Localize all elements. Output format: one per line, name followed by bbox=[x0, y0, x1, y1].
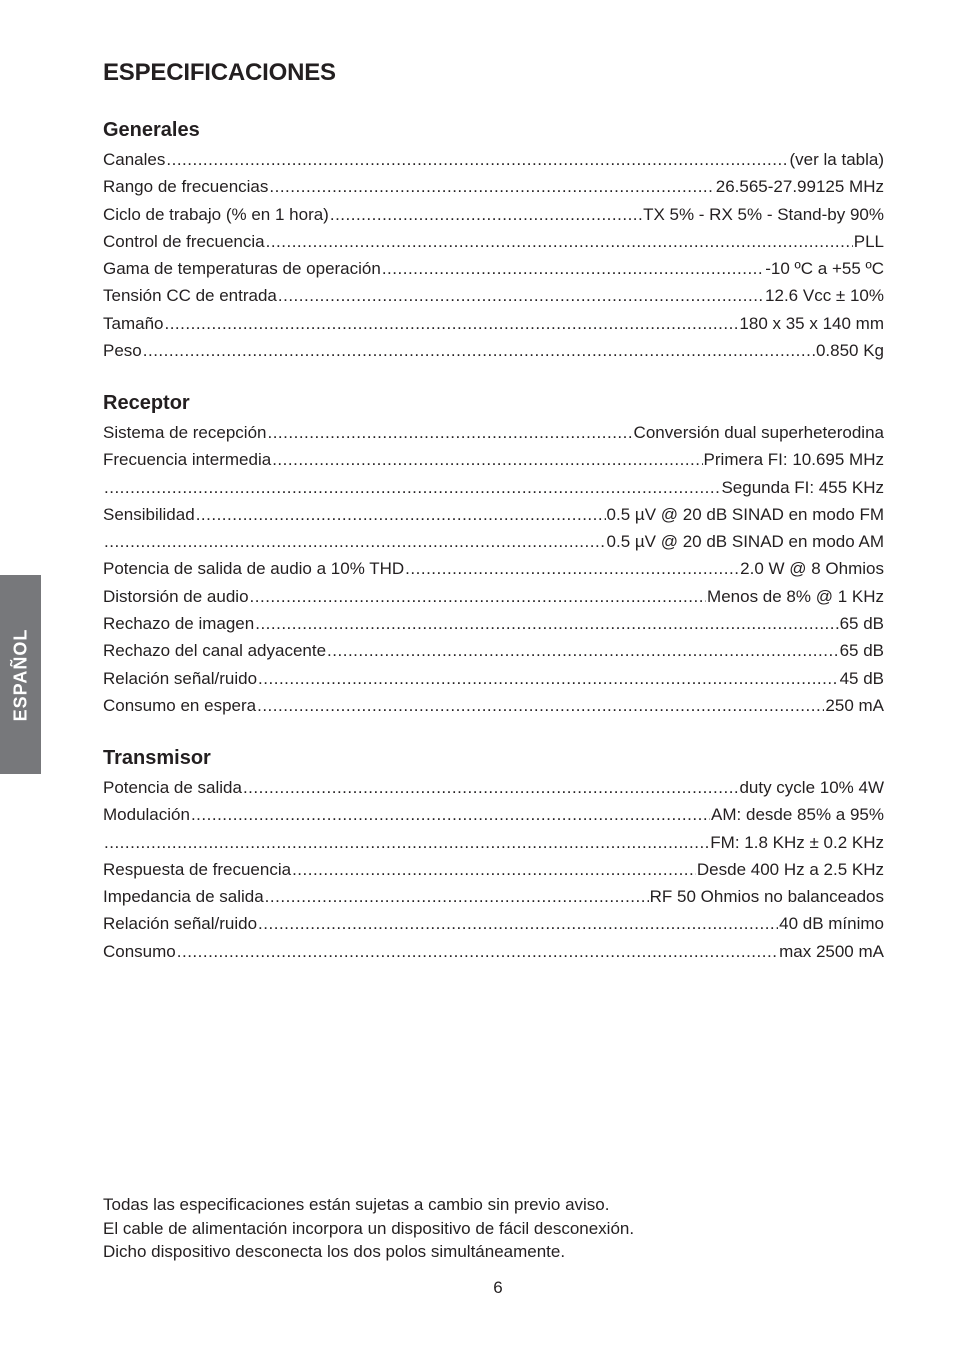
spec-row bbox=[103, 610, 884, 637]
spec-row bbox=[103, 173, 884, 200]
spec-value: 250 mA bbox=[825, 695, 884, 715]
spec-row bbox=[103, 419, 884, 446]
spec-value: Segunda FI: 455 KHz bbox=[721, 477, 884, 497]
dot-leader bbox=[164, 310, 738, 337]
dot-leader bbox=[104, 474, 720, 501]
spec-value: PLL bbox=[853, 231, 884, 251]
spec-label: Relación señal/ruido bbox=[103, 914, 258, 934]
spec-value: 0.5 µV @ 20 dB SINAD en modo AM bbox=[606, 532, 884, 552]
spec-value: Primera FI: 10.695 MHz bbox=[703, 450, 884, 470]
spec-value: -10 ºC a +55 ºC bbox=[765, 259, 884, 279]
spec-value: (ver la tabla) bbox=[789, 150, 884, 169]
spec-row bbox=[103, 474, 884, 501]
spec-row bbox=[103, 146, 884, 173]
spec-label: Canales bbox=[103, 150, 166, 169]
spec-label: Control de frecuencia bbox=[103, 231, 265, 251]
dot-leader bbox=[265, 883, 649, 910]
dot-leader bbox=[191, 801, 710, 828]
spec-value: 0.5 µV @ 20 dB SINAD en modo FM bbox=[606, 504, 884, 524]
footnote bbox=[103, 1193, 634, 1264]
section-heading: Transmisor bbox=[103, 747, 211, 769]
section-heading: Generales bbox=[103, 119, 200, 141]
page-number: 6 bbox=[493, 1278, 503, 1297]
spec-list bbox=[103, 419, 884, 719]
spec-label: Sensibilidad bbox=[103, 504, 195, 524]
spec-label: Consumo bbox=[103, 941, 176, 961]
language-tab-label: ESPAÑOL bbox=[10, 628, 30, 721]
spec-value: Conversión dual superheterodina bbox=[633, 423, 884, 442]
spec-value: max 2500 mA bbox=[779, 941, 884, 961]
spec-value: 65 dB bbox=[839, 614, 884, 634]
section-generales bbox=[103, 118, 884, 364]
spec-row bbox=[103, 829, 884, 856]
spec-row bbox=[103, 228, 884, 255]
spec-label: Consumo en espera bbox=[103, 695, 257, 715]
spec-value: RF 50 Ohmios no balanceados bbox=[649, 887, 884, 907]
dot-leader bbox=[196, 501, 606, 528]
section-receptor bbox=[103, 391, 884, 719]
spec-value: 26.565-27.99125 MHz bbox=[715, 177, 884, 197]
spec-value: 12.6 Vcc ± 10% bbox=[765, 286, 884, 306]
footnote-line: Dicho dispositivo desconecta los dos polos simultáneamente. bbox=[103, 1242, 566, 1261]
spec-row bbox=[103, 528, 884, 555]
dot-leader bbox=[104, 528, 606, 555]
spec-value: 65 dB bbox=[839, 641, 884, 661]
spec-value: Desde 400 Hz a 2.5 KHz bbox=[696, 859, 884, 879]
footnote-line: El cable de alimentación incorpora un dispositivo de fácil desconexión. bbox=[103, 1218, 635, 1238]
spec-row bbox=[103, 337, 884, 364]
spec-label: Rechazo de imagen bbox=[103, 614, 255, 634]
spec-row bbox=[103, 201, 884, 228]
dot-leader bbox=[243, 774, 739, 801]
spec-label: Tamaño bbox=[103, 313, 164, 333]
spec-label: Relación señal/ruido bbox=[103, 668, 258, 688]
spec-label: Modulación bbox=[103, 805, 190, 825]
dot-leader bbox=[278, 282, 764, 309]
spec-row bbox=[103, 282, 884, 309]
spec-label: Gama de temperaturas de operación bbox=[103, 259, 381, 279]
spec-label: Peso bbox=[103, 341, 142, 361]
spec-label: Sistema de recepción bbox=[103, 423, 267, 442]
spec-row bbox=[103, 774, 884, 801]
dot-leader bbox=[266, 228, 853, 255]
spec-label: Potencia de salida bbox=[103, 778, 242, 797]
spec-label: Rango de frecuencias bbox=[103, 177, 269, 197]
dot-leader bbox=[269, 173, 714, 200]
dot-leader bbox=[267, 419, 632, 446]
spec-label: Tensión CC de entrada bbox=[103, 286, 277, 306]
spec-row bbox=[103, 501, 884, 528]
spec-row bbox=[103, 801, 884, 828]
spec-list bbox=[103, 146, 884, 364]
dot-leader bbox=[258, 910, 778, 937]
section-transmisor bbox=[103, 746, 884, 965]
spec-row bbox=[103, 665, 884, 692]
spec-label: Rechazo del canal adyacente bbox=[103, 641, 327, 661]
dot-leader bbox=[257, 692, 824, 719]
spec-value: 0.850 Kg bbox=[815, 341, 884, 361]
spec-value: 2.0 W @ 8 Ohmios bbox=[740, 559, 884, 579]
dot-leader bbox=[330, 201, 642, 228]
spec-value: FM: 1.8 KHz ± 0.2 KHz bbox=[710, 832, 884, 852]
page-title: ESPECIFICACIONES bbox=[103, 59, 336, 86]
dot-leader bbox=[250, 583, 707, 610]
spec-row bbox=[103, 310, 884, 337]
spec-value: 45 dB bbox=[839, 668, 884, 688]
dot-leader bbox=[272, 446, 702, 473]
spec-value: duty cycle 10% 4W bbox=[739, 778, 884, 797]
spec-value: TX 5% - RX 5% - Stand-by 90% bbox=[643, 204, 884, 224]
spec-label: Frecuencia intermedia bbox=[103, 450, 272, 470]
spec-value: AM: desde 85% a 95% bbox=[711, 805, 884, 825]
spec-row bbox=[103, 692, 884, 719]
spec-row bbox=[103, 446, 884, 473]
spec-value: 180 x 35 x 140 mm bbox=[739, 313, 884, 333]
dot-leader bbox=[405, 555, 739, 582]
spec-row bbox=[103, 555, 884, 582]
spec-list bbox=[103, 774, 884, 965]
spec-row bbox=[103, 938, 884, 965]
dot-leader bbox=[143, 337, 815, 364]
spec-value: Menos de 8% @ 1 KHz bbox=[707, 586, 884, 606]
language-side-tab bbox=[0, 575, 41, 774]
spec-label: Distorsión de audio bbox=[103, 586, 249, 606]
dot-leader bbox=[258, 665, 839, 692]
spec-row bbox=[103, 910, 884, 937]
dot-leader bbox=[382, 255, 764, 282]
dot-leader bbox=[166, 146, 788, 173]
section-heading: Receptor bbox=[103, 392, 190, 414]
spec-label: Ciclo de trabajo (% en 1 hora) bbox=[103, 204, 329, 224]
spec-label: Potencia de salida de audio a 10% THD bbox=[103, 559, 405, 579]
dot-leader bbox=[292, 856, 696, 883]
spec-label: Impedancia de salida bbox=[103, 887, 264, 907]
dot-leader bbox=[327, 637, 839, 664]
spec-row bbox=[103, 637, 884, 664]
dot-leader bbox=[255, 610, 838, 637]
spec-row bbox=[103, 856, 884, 883]
dot-leader bbox=[104, 829, 709, 856]
footnote-line: Todas las especificaciones están sujetas a cambio sin previo aviso. bbox=[103, 1195, 610, 1214]
spec-row bbox=[103, 255, 884, 282]
dot-leader bbox=[177, 938, 778, 965]
spec-row bbox=[103, 583, 884, 610]
spec-value: 40 dB mínimo bbox=[779, 914, 884, 934]
spec-row bbox=[103, 883, 884, 910]
spec-label: Respuesta de frecuencia bbox=[103, 859, 292, 879]
